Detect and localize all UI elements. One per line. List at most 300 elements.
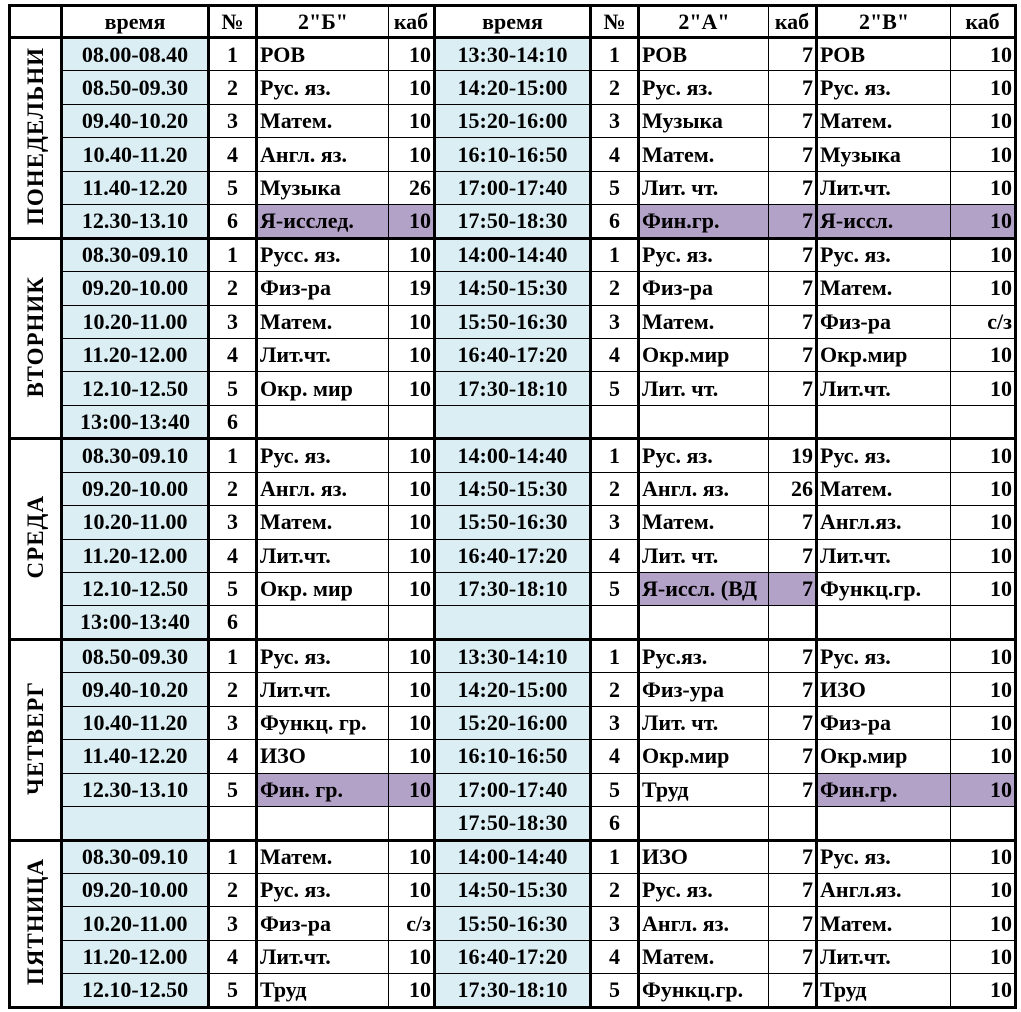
table-row bbox=[10, 372, 1016, 405]
room-2v bbox=[951, 606, 1016, 639]
subject-2v: Матем. bbox=[817, 907, 951, 940]
subject-2a: Музыка bbox=[639, 104, 769, 137]
room-2a bbox=[769, 606, 817, 639]
lesson-num-a: 5 bbox=[591, 171, 639, 204]
table-row bbox=[10, 907, 1016, 940]
subject-2b: Рус. яз. bbox=[257, 873, 389, 906]
lesson-num-b: 4 bbox=[209, 138, 257, 171]
lesson-num-a: 4 bbox=[591, 539, 639, 572]
subject-2v: Я-иссл. bbox=[817, 205, 951, 238]
room-2b: 10 bbox=[389, 104, 435, 137]
lesson-num-b: 6 bbox=[209, 205, 257, 238]
lesson-num-a: 3 bbox=[591, 305, 639, 338]
room-2b: 19 bbox=[389, 272, 435, 305]
lesson-num-a: 2 bbox=[591, 873, 639, 906]
lesson-num-b: 3 bbox=[209, 305, 257, 338]
subject-2a: Окр.мир bbox=[639, 338, 769, 371]
subject-2v: Лит.чт. bbox=[817, 372, 951, 405]
subject-2b: Музыка bbox=[257, 171, 389, 204]
subject-2a: Матем. bbox=[639, 138, 769, 171]
subject-2a: Рус. яз. bbox=[639, 238, 769, 271]
time-b: 09.20-10.00 bbox=[62, 472, 209, 505]
subject-2b: Матем. bbox=[257, 840, 389, 873]
room-2a: 7 bbox=[769, 138, 817, 171]
room-2v: 10 bbox=[951, 740, 1016, 773]
room-2b: 10 bbox=[389, 873, 435, 906]
time-b: 11.20-12.00 bbox=[62, 539, 209, 572]
subject-2v: Физ-ра bbox=[817, 305, 951, 338]
lesson-num-a: 5 bbox=[591, 974, 639, 1007]
room-2v: 10 bbox=[951, 338, 1016, 371]
room-2b: 10 bbox=[389, 439, 435, 472]
lesson-num-a: 3 bbox=[591, 907, 639, 940]
subject-2v: Лит.чт. bbox=[817, 539, 951, 572]
lesson-num-a: 2 bbox=[591, 272, 639, 305]
lesson-num-a: 1 bbox=[591, 840, 639, 873]
room-2a: 7 bbox=[769, 706, 817, 739]
day-label bbox=[10, 238, 62, 439]
table-row bbox=[10, 573, 1016, 606]
room-2v: 10 bbox=[951, 639, 1016, 672]
room-2v: 10 bbox=[951, 171, 1016, 204]
room-2a: 7 bbox=[769, 104, 817, 137]
day-name: ПЯТНИЦА bbox=[23, 858, 48, 986]
room-2a: 7 bbox=[769, 272, 817, 305]
header-room-2v: каб bbox=[951, 6, 1016, 38]
table-row bbox=[10, 673, 1016, 706]
subject-2v: Англ.яз. bbox=[817, 873, 951, 906]
header-time-2: время bbox=[435, 6, 591, 38]
room-2a: 7 bbox=[769, 873, 817, 906]
header-room-2a: каб bbox=[769, 6, 817, 38]
lesson-num-a: 3 bbox=[591, 706, 639, 739]
subject-2b: Я-исслед. bbox=[257, 205, 389, 238]
room-2a: 7 bbox=[769, 740, 817, 773]
lesson-num-b: 5 bbox=[209, 773, 257, 806]
subject-2v: Англ.яз. bbox=[817, 506, 951, 539]
room-2b: 10 bbox=[389, 238, 435, 271]
time-b: 10.40-11.20 bbox=[62, 138, 209, 171]
time-a: 14:20-15:00 bbox=[435, 673, 591, 706]
room-2b: 10 bbox=[389, 138, 435, 171]
table-row bbox=[10, 305, 1016, 338]
subject-2v: Рус. яз. bbox=[817, 71, 951, 104]
subject-2v: Рус. яз. bbox=[817, 439, 951, 472]
lesson-num-b: 3 bbox=[209, 907, 257, 940]
subject-2v bbox=[817, 807, 951, 840]
time-a: 14:00-14:40 bbox=[435, 238, 591, 271]
room-2v: 10 bbox=[951, 773, 1016, 806]
table-row bbox=[10, 807, 1016, 840]
header-row bbox=[10, 6, 1016, 38]
time-b: 08.50-09.30 bbox=[62, 639, 209, 672]
lesson-num-a: 5 bbox=[591, 573, 639, 606]
lesson-num-b: 1 bbox=[209, 38, 257, 71]
room-2b: 10 bbox=[389, 205, 435, 238]
table-row bbox=[10, 405, 1016, 438]
table-row bbox=[10, 439, 1016, 472]
time-a: 17:00-17:40 bbox=[435, 171, 591, 204]
subject-2a: ИЗО bbox=[639, 840, 769, 873]
lesson-num-b: 3 bbox=[209, 706, 257, 739]
room-2a: 7 bbox=[769, 38, 817, 71]
subject-2v: РОВ bbox=[817, 38, 951, 71]
time-a: 14:00-14:40 bbox=[435, 840, 591, 873]
room-2b: 10 bbox=[389, 639, 435, 672]
subject-2v: Окр.мир bbox=[817, 740, 951, 773]
lesson-num-a: 1 bbox=[591, 238, 639, 271]
table-row bbox=[10, 539, 1016, 572]
subject-2a: Физ-ура bbox=[639, 673, 769, 706]
room-2b: 10 bbox=[389, 940, 435, 973]
lesson-num-a: 2 bbox=[591, 673, 639, 706]
room-2v: 10 bbox=[951, 238, 1016, 271]
time-a: 15:20-16:00 bbox=[435, 706, 591, 739]
room-2b: 10 bbox=[389, 305, 435, 338]
time-a: 13:30-14:10 bbox=[435, 38, 591, 71]
table-row bbox=[10, 639, 1016, 672]
table-row bbox=[10, 272, 1016, 305]
subject-2a: РОВ bbox=[639, 38, 769, 71]
subject-2v: Функц.гр. bbox=[817, 573, 951, 606]
time-b bbox=[62, 807, 209, 840]
room-2a: 7 bbox=[769, 539, 817, 572]
subject-2v: Рус. яз. bbox=[817, 840, 951, 873]
room-2a: 7 bbox=[769, 940, 817, 973]
lesson-num-b: 2 bbox=[209, 673, 257, 706]
room-2v: 10 bbox=[951, 873, 1016, 906]
lesson-num-b: 5 bbox=[209, 974, 257, 1007]
room-2v: 10 bbox=[951, 940, 1016, 973]
lesson-num-b: 2 bbox=[209, 472, 257, 505]
lesson-num-a: 2 bbox=[591, 472, 639, 505]
subject-2b: Англ. яз. bbox=[257, 138, 389, 171]
time-a: 14:00-14:40 bbox=[435, 439, 591, 472]
room-2v bbox=[951, 405, 1016, 438]
subject-2b: Рус. яз. bbox=[257, 71, 389, 104]
time-a: 14:50-15:30 bbox=[435, 873, 591, 906]
time-b: 10.20-11.00 bbox=[62, 305, 209, 338]
room-2v: 10 bbox=[951, 472, 1016, 505]
time-b: 09.20-10.00 bbox=[62, 272, 209, 305]
time-a: 14:50-15:30 bbox=[435, 272, 591, 305]
time-b: 13:00-13:40 bbox=[62, 606, 209, 639]
room-2b: 10 bbox=[389, 573, 435, 606]
time-b: 12.10-12.50 bbox=[62, 573, 209, 606]
subject-2b: Русс. яз. bbox=[257, 238, 389, 271]
room-2v: 10 bbox=[951, 38, 1016, 71]
table-row bbox=[10, 840, 1016, 873]
day-label bbox=[10, 639, 62, 840]
room-2a: 7 bbox=[769, 773, 817, 806]
room-2a: 7 bbox=[769, 639, 817, 672]
time-b: 10.20-11.00 bbox=[62, 907, 209, 940]
subject-2a: Англ. яз. bbox=[639, 472, 769, 505]
header-empty bbox=[10, 6, 62, 38]
lesson-num-b: 1 bbox=[209, 840, 257, 873]
room-2a: 7 bbox=[769, 673, 817, 706]
time-a: 14:50-15:30 bbox=[435, 472, 591, 505]
subject-2b: РОВ bbox=[257, 38, 389, 71]
table-row bbox=[10, 38, 1016, 71]
lesson-num-b: 6 bbox=[209, 606, 257, 639]
subject-2b: ИЗО bbox=[257, 740, 389, 773]
room-2v: 10 bbox=[951, 138, 1016, 171]
table-row bbox=[10, 940, 1016, 973]
day-name: СРЕДА bbox=[23, 495, 48, 579]
subject-2v: Физ-ра bbox=[817, 706, 951, 739]
subject-2b: Физ-ра bbox=[257, 907, 389, 940]
room-2v: с/з bbox=[951, 305, 1016, 338]
subject-2v: Музыка bbox=[817, 138, 951, 171]
lesson-num-a bbox=[591, 606, 639, 639]
lesson-num-a: 4 bbox=[591, 740, 639, 773]
subject-2v: Окр.мир bbox=[817, 338, 951, 371]
room-2b: 10 bbox=[389, 706, 435, 739]
header-class-2a: 2"А" bbox=[639, 6, 769, 38]
time-a: 17:30-18:10 bbox=[435, 974, 591, 1007]
time-b: 12.10-12.50 bbox=[62, 974, 209, 1007]
time-b: 12.10-12.50 bbox=[62, 372, 209, 405]
lesson-num-a: 3 bbox=[591, 104, 639, 137]
subject-2v: Матем. bbox=[817, 104, 951, 137]
subject-2v bbox=[817, 606, 951, 639]
subject-2a: Я-иссл. (ВД bbox=[639, 573, 769, 606]
room-2v: 10 bbox=[951, 974, 1016, 1007]
time-a bbox=[435, 405, 591, 438]
subject-2b: Англ. яз. bbox=[257, 472, 389, 505]
subject-2v: Матем. bbox=[817, 472, 951, 505]
lesson-num-b: 1 bbox=[209, 439, 257, 472]
time-b: 08.30-09.10 bbox=[62, 439, 209, 472]
subject-2v: Рус. яз. bbox=[817, 639, 951, 672]
table-row bbox=[10, 740, 1016, 773]
subject-2a: Англ. яз. bbox=[639, 907, 769, 940]
lesson-num-a: 5 bbox=[591, 372, 639, 405]
room-2v: 10 bbox=[951, 573, 1016, 606]
subject-2b: Функц. гр. bbox=[257, 706, 389, 739]
time-b: 13:00-13:40 bbox=[62, 405, 209, 438]
time-b: 11.20-12.00 bbox=[62, 940, 209, 973]
room-2v: 10 bbox=[951, 272, 1016, 305]
room-2b bbox=[389, 807, 435, 840]
subject-2v: Труд bbox=[817, 974, 951, 1007]
subject-2a: Матем. bbox=[639, 940, 769, 973]
room-2a: 7 bbox=[769, 205, 817, 238]
room-2v: 10 bbox=[951, 907, 1016, 940]
lesson-num-a: 1 bbox=[591, 639, 639, 672]
room-2a: 26 bbox=[769, 472, 817, 505]
lesson-num-b: 5 bbox=[209, 573, 257, 606]
subject-2a: Физ-ра bbox=[639, 272, 769, 305]
room-2b: с/з bbox=[389, 907, 435, 940]
header-num-2: № bbox=[591, 6, 639, 38]
time-a: 13:30-14:10 bbox=[435, 639, 591, 672]
subject-2a: Рус.яз. bbox=[639, 639, 769, 672]
time-b: 09.40-10.20 bbox=[62, 673, 209, 706]
room-2v: 10 bbox=[951, 372, 1016, 405]
room-2b: 10 bbox=[389, 773, 435, 806]
table-row bbox=[10, 873, 1016, 906]
day-label bbox=[10, 439, 62, 640]
schedule-table bbox=[8, 4, 1017, 1009]
room-2b: 10 bbox=[389, 840, 435, 873]
lesson-num-b: 4 bbox=[209, 740, 257, 773]
time-b: 12.30-13.10 bbox=[62, 773, 209, 806]
lesson-num-a: 6 bbox=[591, 807, 639, 840]
room-2a: 7 bbox=[769, 71, 817, 104]
table-row bbox=[10, 472, 1016, 505]
day-label bbox=[10, 38, 62, 239]
subject-2b: Матем. bbox=[257, 305, 389, 338]
lesson-num-b: 1 bbox=[209, 639, 257, 672]
room-2v: 10 bbox=[951, 439, 1016, 472]
time-b: 12.30-13.10 bbox=[62, 205, 209, 238]
room-2v bbox=[951, 807, 1016, 840]
subject-2v: Рус. яз. bbox=[817, 238, 951, 271]
time-a: 17:00-17:40 bbox=[435, 773, 591, 806]
table-row bbox=[10, 506, 1016, 539]
subject-2b bbox=[257, 807, 389, 840]
lesson-num-a: 2 bbox=[591, 71, 639, 104]
day-name: ВТОРНИК bbox=[23, 275, 48, 398]
table-row bbox=[10, 171, 1016, 204]
subject-2a bbox=[639, 405, 769, 438]
time-a: 16:10-16:50 bbox=[435, 138, 591, 171]
header-time-1: время bbox=[62, 6, 209, 38]
table-row bbox=[10, 606, 1016, 639]
day-name: ПОНЕДЕЛЬНИ bbox=[23, 46, 48, 225]
room-2v: 10 bbox=[951, 104, 1016, 137]
subject-2b bbox=[257, 405, 389, 438]
subject-2a: Лит. чт. bbox=[639, 706, 769, 739]
room-2b: 10 bbox=[389, 673, 435, 706]
subject-2b: Матем. bbox=[257, 104, 389, 137]
lesson-num-b bbox=[209, 807, 257, 840]
subject-2b: Лит.чт. bbox=[257, 539, 389, 572]
lesson-num-b: 2 bbox=[209, 873, 257, 906]
lesson-num-a: 4 bbox=[591, 338, 639, 371]
header-class-2v: 2"В" bbox=[817, 6, 951, 38]
room-2a bbox=[769, 405, 817, 438]
room-2b bbox=[389, 606, 435, 639]
lesson-num-a bbox=[591, 405, 639, 438]
lesson-num-a: 5 bbox=[591, 773, 639, 806]
subject-2v bbox=[817, 405, 951, 438]
room-2a: 7 bbox=[769, 573, 817, 606]
table-row bbox=[10, 773, 1016, 806]
room-2v: 10 bbox=[951, 71, 1016, 104]
subject-2b: Лит.чт. bbox=[257, 338, 389, 371]
time-a: 15:50-16:30 bbox=[435, 506, 591, 539]
lesson-num-b: 5 bbox=[209, 372, 257, 405]
table-row bbox=[10, 71, 1016, 104]
subject-2b: Лит.чт. bbox=[257, 940, 389, 973]
day-name: ЧЕТВЕРГ bbox=[23, 680, 48, 795]
time-a: 16:40-17:20 bbox=[435, 539, 591, 572]
subject-2a bbox=[639, 807, 769, 840]
room-2b: 10 bbox=[389, 472, 435, 505]
table-row bbox=[10, 205, 1016, 238]
subject-2a: Матем. bbox=[639, 506, 769, 539]
schedule-body bbox=[10, 38, 1016, 1008]
table-row bbox=[10, 974, 1016, 1007]
header-room-2b: каб bbox=[389, 6, 435, 38]
lesson-num-a: 4 bbox=[591, 138, 639, 171]
time-b: 11.40-12.20 bbox=[62, 740, 209, 773]
room-2b bbox=[389, 405, 435, 438]
subject-2a: Рус. яз. bbox=[639, 873, 769, 906]
room-2a: 7 bbox=[769, 840, 817, 873]
table-row bbox=[10, 104, 1016, 137]
subject-2a bbox=[639, 606, 769, 639]
lesson-num-b: 1 bbox=[209, 238, 257, 271]
subject-2b: Окр. мир bbox=[257, 573, 389, 606]
room-2b: 26 bbox=[389, 171, 435, 204]
time-b: 08.30-09.10 bbox=[62, 238, 209, 271]
time-b: 09.40-10.20 bbox=[62, 104, 209, 137]
subject-2a: Рус. яз. bbox=[639, 439, 769, 472]
room-2v: 10 bbox=[951, 205, 1016, 238]
time-b: 08.00-08.40 bbox=[62, 38, 209, 71]
lesson-num-b: 2 bbox=[209, 71, 257, 104]
room-2a: 7 bbox=[769, 974, 817, 1007]
time-a: 16:40-17:20 bbox=[435, 940, 591, 973]
subject-2b: Фин. гр. bbox=[257, 773, 389, 806]
subject-2v: Фин.гр. bbox=[817, 773, 951, 806]
lesson-num-b: 5 bbox=[209, 171, 257, 204]
room-2a: 7 bbox=[769, 171, 817, 204]
room-2v: 10 bbox=[951, 506, 1016, 539]
time-b: 11.40-12.20 bbox=[62, 171, 209, 204]
subject-2b: Труд bbox=[257, 974, 389, 1007]
time-b: 10.20-11.00 bbox=[62, 506, 209, 539]
subject-2a: Лит. чт. bbox=[639, 539, 769, 572]
subject-2v: Матем. bbox=[817, 272, 951, 305]
room-2b: 10 bbox=[389, 338, 435, 371]
room-2b: 10 bbox=[389, 974, 435, 1007]
room-2b: 10 bbox=[389, 740, 435, 773]
subject-2a: Матем. bbox=[639, 305, 769, 338]
subject-2v: Лит.чт. bbox=[817, 940, 951, 973]
subject-2a: Лит. чт. bbox=[639, 171, 769, 204]
table-row bbox=[10, 338, 1016, 371]
table-row bbox=[10, 138, 1016, 171]
lesson-num-b: 3 bbox=[209, 104, 257, 137]
subject-2a: Лит. чт. bbox=[639, 372, 769, 405]
subject-2v: Лит.чт. bbox=[817, 171, 951, 204]
subject-2v: ИЗО bbox=[817, 673, 951, 706]
header-num-1: № bbox=[209, 6, 257, 38]
room-2a: 7 bbox=[769, 338, 817, 371]
time-a: 15:50-16:30 bbox=[435, 305, 591, 338]
subject-2b: Рус. яз. bbox=[257, 639, 389, 672]
time-a: 17:30-18:10 bbox=[435, 372, 591, 405]
subject-2b: Матем. bbox=[257, 506, 389, 539]
time-a: 15:20-16:00 bbox=[435, 104, 591, 137]
time-b: 08.50-09.30 bbox=[62, 71, 209, 104]
room-2a bbox=[769, 807, 817, 840]
time-a bbox=[435, 606, 591, 639]
subject-2b bbox=[257, 606, 389, 639]
room-2v: 10 bbox=[951, 706, 1016, 739]
time-a: 16:40-17:20 bbox=[435, 338, 591, 371]
room-2b: 10 bbox=[389, 539, 435, 572]
subject-2b: Окр. мир bbox=[257, 372, 389, 405]
room-2a: 7 bbox=[769, 506, 817, 539]
lesson-num-a: 1 bbox=[591, 439, 639, 472]
lesson-num-b: 4 bbox=[209, 338, 257, 371]
